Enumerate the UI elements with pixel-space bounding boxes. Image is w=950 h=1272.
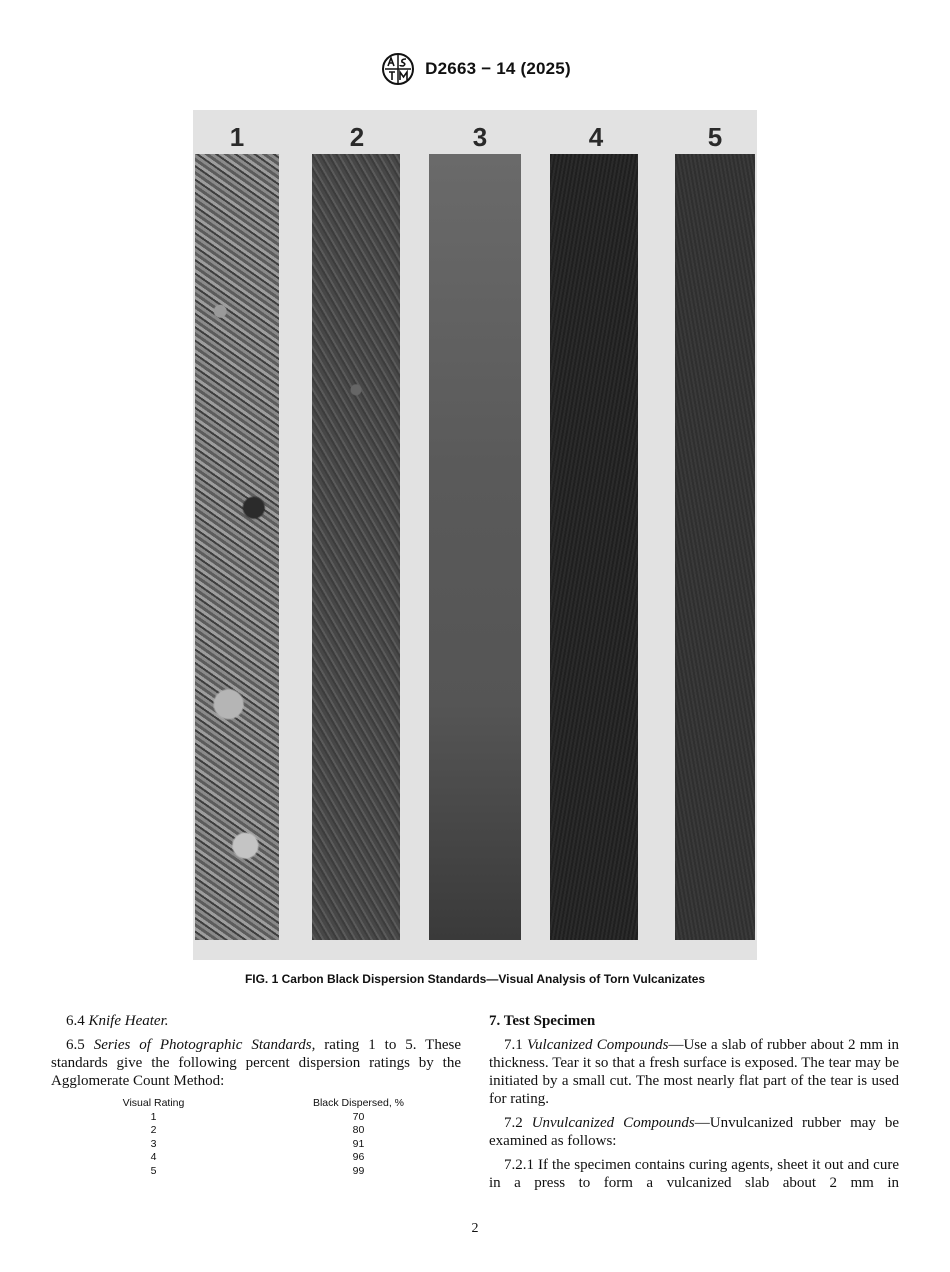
section-number: 6.4 [66,1013,85,1029]
right-column [489,1012,899,1198]
paragraph-title: Unvulcanized Compounds [531,1115,695,1131]
table-cell: 91 [352,1137,365,1150]
rating-strip-5 [675,154,755,940]
strip-label: 3 [472,122,488,152]
page-number: 2 [471,1221,479,1236]
dispersion-standards-photo [193,110,757,960]
paragraph-title: Series of Photographic Standards, [93,1037,316,1053]
figure-caption: FIG. 1 Carbon Black Dispersion Standards—Visual Analysis of Torn Vulcanizates [244,972,706,986]
paragraph-7-1 [489,1036,899,1108]
paragraph-title: Vulcanized Compounds [527,1037,669,1053]
paragraph-6-5 [51,1036,461,1090]
table-row [51,1138,461,1152]
paragraph-7-2-1: 7.2.1 If the specimen contains curing agents, sheet it out and cure in a press to form a vulcanized slab about 2 mm in [489,1157,899,1191]
table-cell: 2 [150,1124,157,1136]
paragraph-6-4 [51,1012,461,1030]
strip-label: 4 [588,122,604,152]
table-row [51,1165,461,1179]
table-row [51,1111,461,1125]
dispersion-rating-table [51,1097,461,1178]
section-number: 7.2 [504,1115,523,1131]
table-cell: 80 [352,1124,365,1136]
section-heading: 7. Test Specimen [489,1013,596,1029]
table-cell: 3 [150,1137,157,1150]
rating-strip-4 [550,154,638,940]
astm-logo-icon [379,52,417,86]
rating-strip-1 [195,154,279,940]
rating-strip-2 [312,154,400,940]
table-row [51,1124,461,1138]
section-number: 7.1 [504,1037,523,1053]
column-header: Black Dispersed, % [312,1097,405,1109]
strip-label: 1 [229,122,245,152]
paragraph-text: —Unvulcanized rubber may be examined as follows: [489,1115,900,1149]
page-header [0,52,950,86]
table-cell: 99 [352,1164,365,1177]
paragraph-text: —Use a slab of rubber about 2 mm in thickness. Tear it so that a fresh surface is exposed. The tear may be initiated by a small cut. The most nearly flat part of the tear is used for rating. [489,1037,899,1107]
paragraph-text: rating 1 to 5. These standards give the following percent dispersion ratings by the Agglomerate Count Method: [51,1037,461,1089]
table-cell: 4 [150,1151,157,1163]
left-column [51,1012,461,1178]
column-header: Visual Rating [122,1097,185,1109]
strip-label: 2 [349,122,365,152]
table-cell: 5 [150,1164,157,1177]
table-row [51,1151,461,1165]
table-cell: 96 [352,1151,365,1163]
strip-label: 5 [707,122,723,152]
table-cell: 70 [352,1110,365,1123]
paragraph-title: Knife Heater. [88,1013,169,1029]
rating-strip-3 [429,154,521,940]
paragraph-7-2 [489,1114,899,1150]
table-header-row [51,1097,461,1111]
document-designation: D2663 − 14 (2025) [425,59,571,78]
section-number: 6.5 [66,1037,85,1053]
table-cell: 1 [150,1110,157,1123]
